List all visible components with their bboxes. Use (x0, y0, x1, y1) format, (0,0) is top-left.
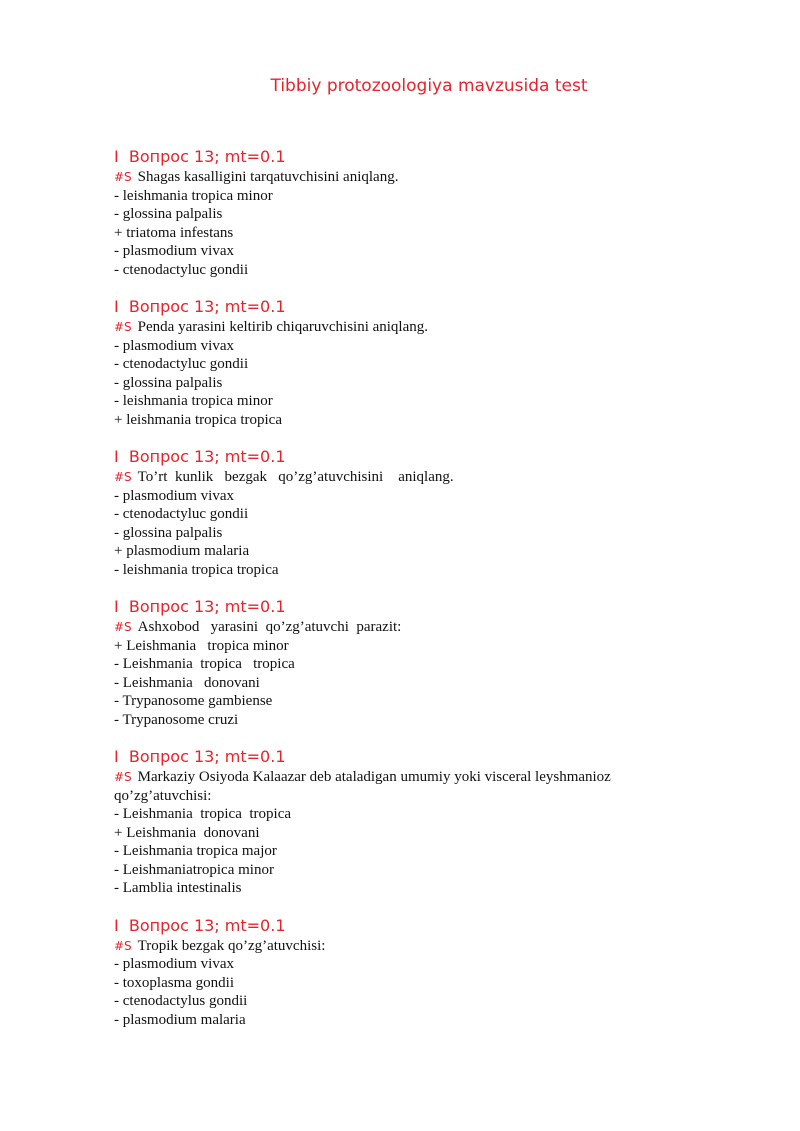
question-header: I Вопрос 13; mt=0.1 (114, 147, 286, 166)
answer-option: - ctenodactylus gondii (114, 993, 248, 1009)
answer-option: - toxoplasma gondii (114, 974, 234, 991)
question-text (114, 318, 674, 337)
answer-option: - Leishmania tropica major (114, 843, 277, 859)
answer-option: + leishmania tropica tropica (114, 411, 282, 428)
single-choice-marker: #S (114, 170, 132, 184)
question-prompt: Shagas kasalligini tarqatuvchisini aniqlang. (137, 169, 399, 185)
answer-option: - leishmania tropica tropica (114, 561, 279, 578)
question-header: I Вопрос 13; mt=0.1 (114, 297, 286, 316)
document-title: Tibbiy protozoologiya mavzusida test (270, 76, 588, 96)
question-5 (114, 746, 674, 898)
answer-option: - Leishmania donovani (114, 674, 260, 691)
question-prompt: Markaziy Osiyoda Kalaazar deb ataladigan umumiy yoki visceral leyshmanioz qo’zg’atuvchisi: (114, 769, 611, 804)
answer-option: + triatoma infestans (114, 224, 234, 241)
answer-option: - Lamblia intestinalis (114, 880, 242, 896)
question-prompt: Ashxobod yarasini qo’zg’atuvchi parazit: (137, 619, 402, 635)
question-prompt: Penda yarasini keltirib chiqaruvchisini aniqlang. (137, 319, 429, 335)
answer-options (114, 187, 674, 280)
question-prompt: To’rt kunlik bezgak qo’zg’atuvchisini aniqlang. (137, 469, 454, 485)
answer-option: - ctenodactyluc gondii (114, 356, 249, 372)
answer-option: - Trypanosome gambiense (114, 693, 273, 709)
answer-options (114, 805, 674, 898)
answer-option: - plasmodium vivax (114, 243, 234, 259)
question-prompt: Tropik bezgak qo’zg’atuvchisi: (137, 937, 326, 954)
answer-option: - glossina palpalis (114, 206, 223, 222)
answer-option: - glossina palpalis (114, 524, 223, 541)
answer-option: - plasmodium vivax (114, 487, 234, 504)
single-choice-marker: #S (114, 470, 132, 484)
question-text (114, 768, 674, 805)
answer-option: - ctenodactyluc gondii (114, 261, 249, 278)
single-choice-marker: #S (114, 320, 132, 334)
question-header: I Вопрос 13; mt=0.1 (114, 447, 286, 466)
answer-option: + Leishmania donovani (114, 824, 260, 841)
answer-options (114, 637, 674, 730)
question-6 (114, 915, 674, 1030)
answer-option: + plasmodium malaria (114, 543, 250, 559)
question-list (114, 146, 674, 1046)
single-choice-marker: #S (114, 770, 132, 784)
answer-option: - plasmodium vivax (114, 337, 234, 354)
answer-options (114, 337, 674, 430)
answer-option: - Trypanosome cruzi (114, 711, 239, 728)
question-text (114, 937, 674, 956)
answer-option: - Leishmania tropica tropica (114, 806, 292, 822)
answer-option: + Leishmania tropica minor (114, 637, 289, 654)
question-3 (114, 446, 674, 579)
question-header: I Вопрос 13; mt=0.1 (114, 597, 286, 616)
question-header: I Вопрос 13; mt=0.1 (114, 747, 286, 766)
answer-option: - Leishmania tropica tropica (114, 656, 295, 672)
answer-options (114, 487, 674, 580)
answer-option: - Leishmaniatropica minor (114, 861, 274, 878)
question-header: I Вопрос 13; mt=0.1 (114, 915, 286, 935)
answer-option: - leishmania tropica minor (114, 187, 273, 204)
answer-option: - leishmania tropica minor (114, 393, 273, 409)
single-choice-marker: #S (114, 938, 132, 953)
answer-option: - glossina palpalis (114, 374, 223, 391)
question-1 (114, 146, 674, 279)
question-2 (114, 296, 674, 429)
answer-options (114, 955, 674, 1029)
single-choice-marker: #S (114, 620, 132, 634)
question-text (114, 468, 674, 487)
question-4 (114, 596, 674, 729)
answer-option: - plasmodium malaria (114, 1011, 246, 1028)
question-text (114, 168, 674, 187)
answer-option: - plasmodium vivax (114, 956, 234, 972)
answer-option: - ctenodactyluc gondii (114, 506, 249, 522)
question-text (114, 618, 674, 637)
